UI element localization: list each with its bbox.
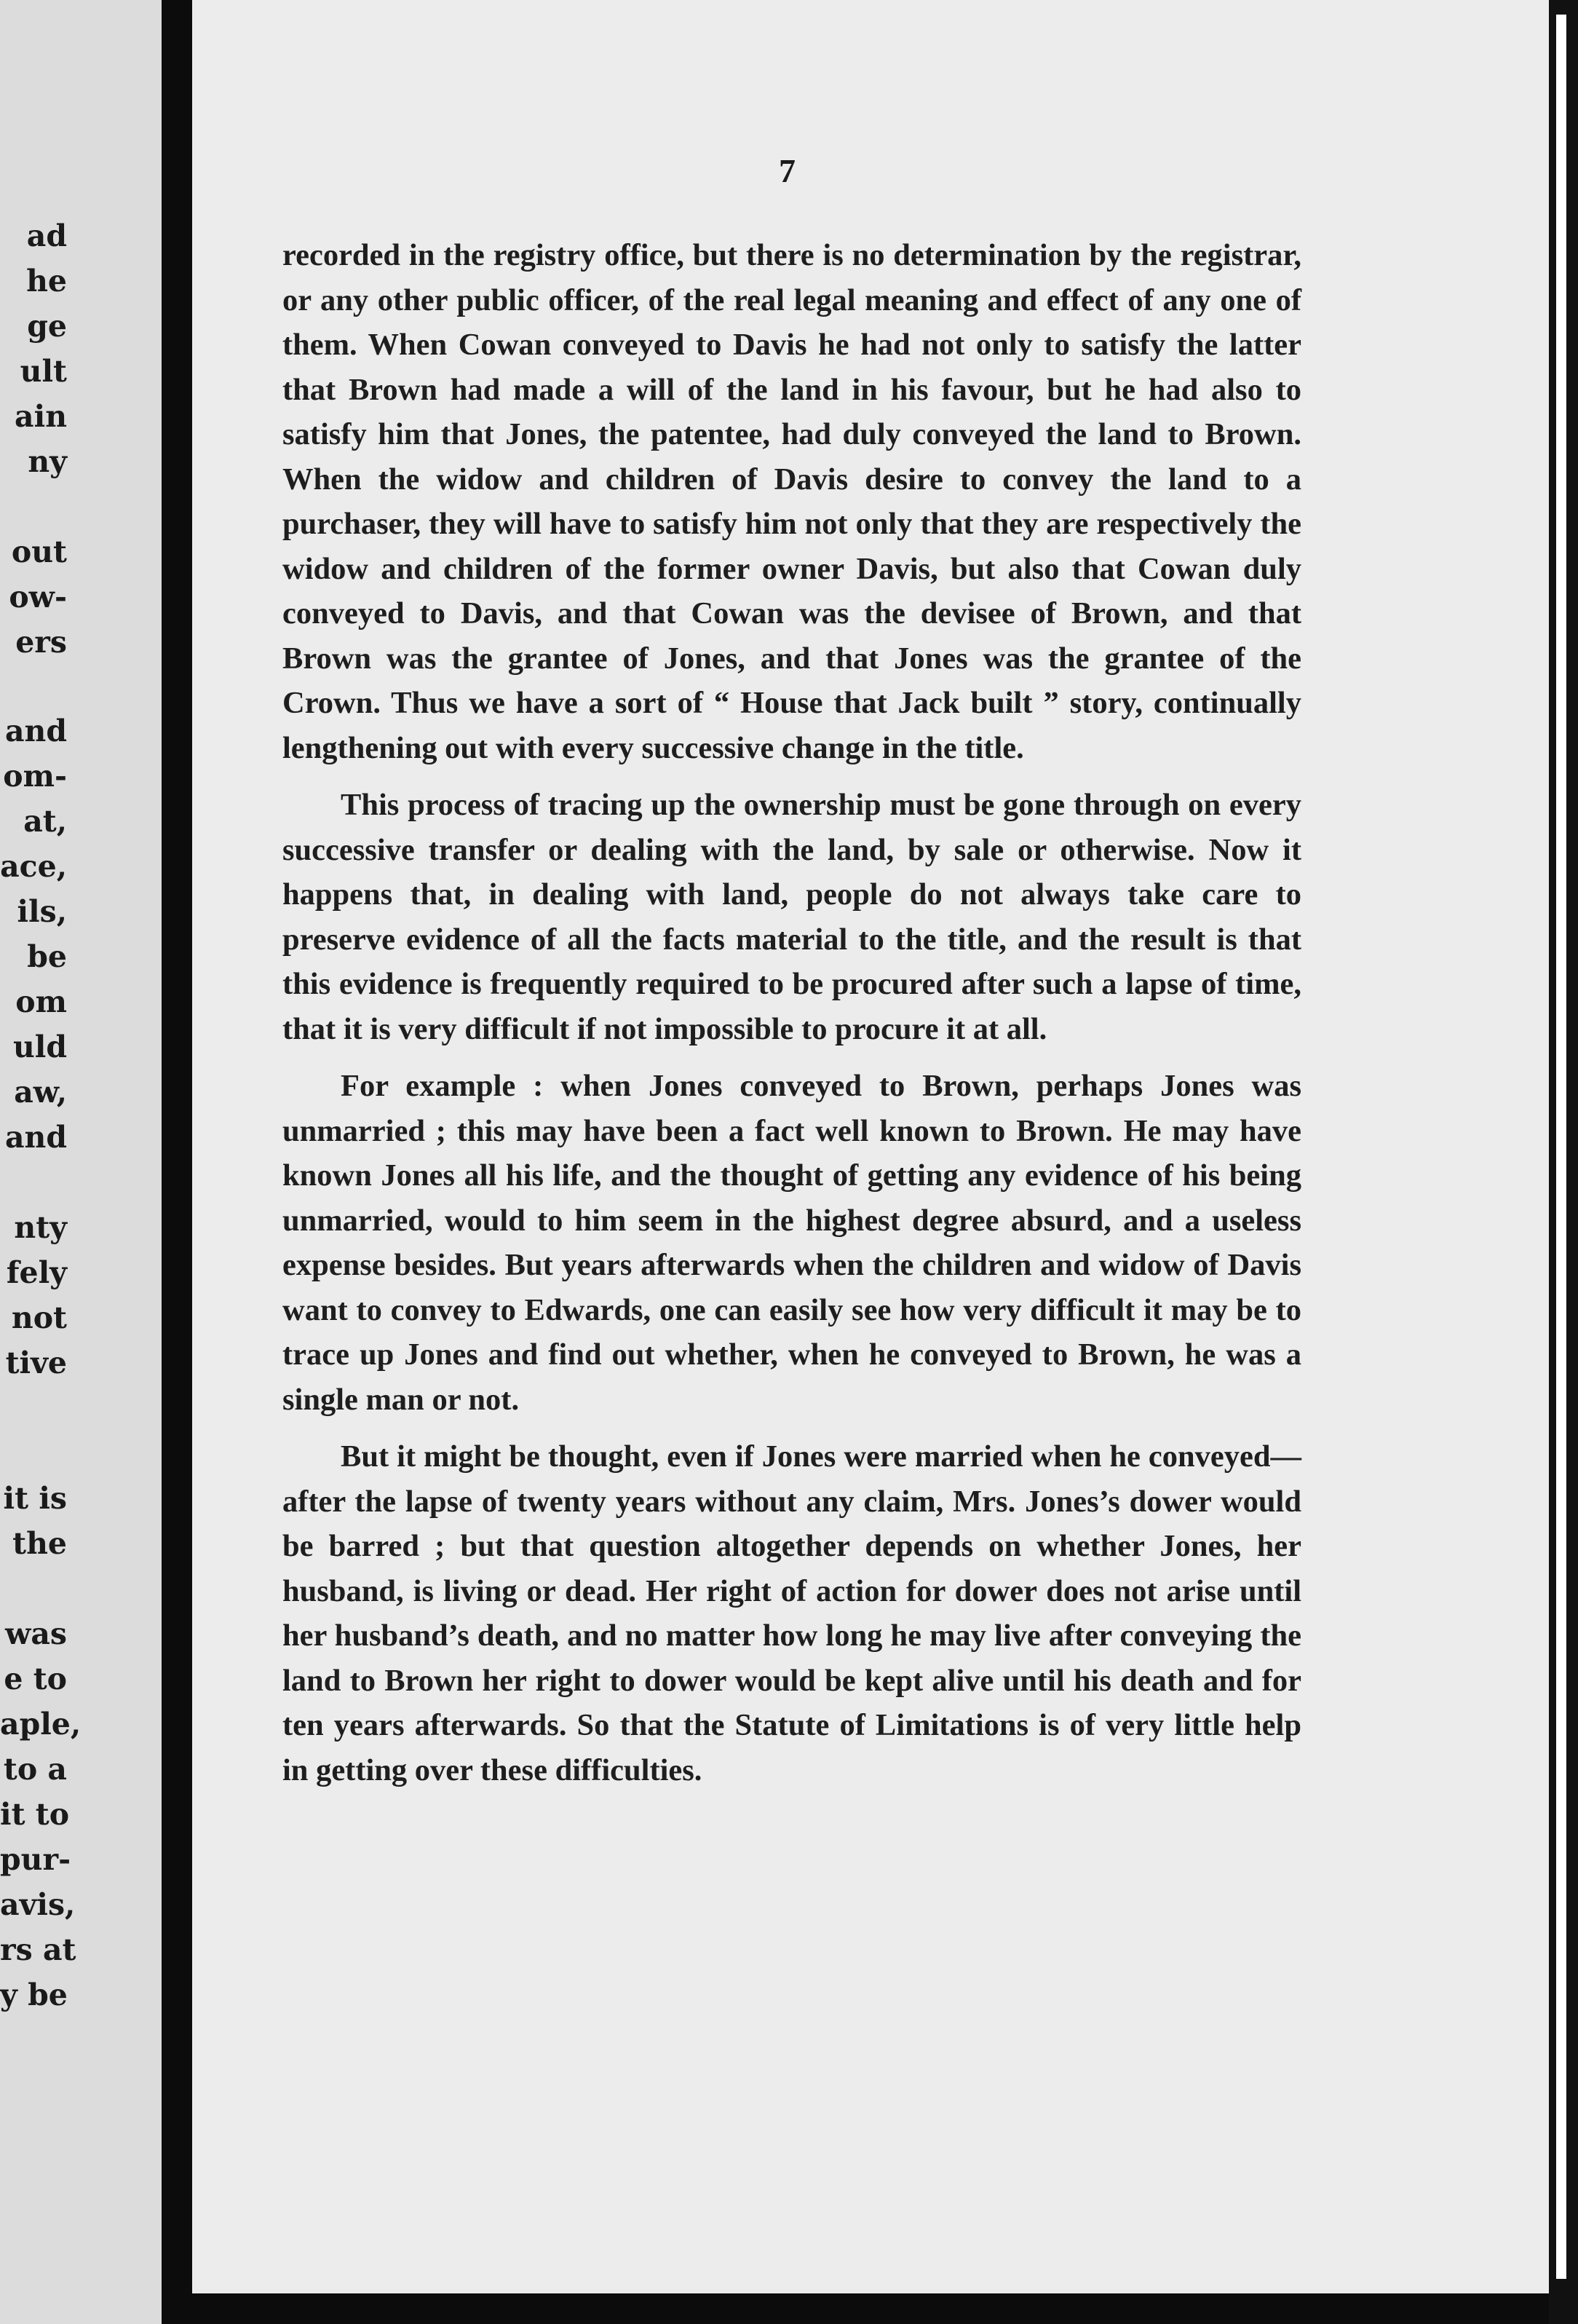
bottom-scan-border [162, 2293, 1578, 2324]
left-page-fragment: he [26, 264, 67, 299]
page-number: 7 [779, 152, 796, 189]
left-page-fragment: and [4, 1120, 67, 1155]
left-page-fragment: uld [12, 1029, 67, 1064]
paragraph: For example : when Jones conveyed to Brown, perhaps Jones was unmarried ; this may have been a fact well known to Brown. He may have known Jones all his life, and the thought of getting any evidence of his being unmarried, would to him seem in the highest degree absurd, and a useless expense besides. But years afterwards when the children and widow of Davis want to convey to Edwards, one can easily see how very difficult it may be to trace up Jones and find out whether, when he conveyed to Brown, he was a single man or not. [282, 1069, 1301, 1417]
left-page-fragment: e to [4, 1661, 67, 1696]
left-page-fragment: aple, [0, 1707, 82, 1742]
left-page-fragment: be [27, 939, 67, 974]
left-page-fragment: y be [0, 1977, 68, 2012]
left-page-fragment: aw, [14, 1075, 67, 1110]
left-page-fragment: at, [23, 804, 67, 839]
left-page-fragment: tive [5, 1345, 67, 1380]
paragraph: But it might be thought, even if Jones were married when he conveyed—after the lapse of twenty years without any claim, Mrs. Jones’s dower would be barred ; but that question altogether depends on whether Jones, her husband, is living or dead. Her right of action for dower does not arise until her husband’s death, and no matter how long he may live after conveying the land to Brown her right to dower would be kept alive until his death and for ten years afterwards. So that the Statute of Limitations is of very little help in getting over these difficulties. [282, 1439, 1301, 1787]
left-page-fragment: the [12, 1526, 67, 1561]
left-page-fragment: out [11, 534, 67, 569]
left-page-fragments [0, 0, 162, 2324]
body-text [282, 233, 1301, 1805]
left-page-fragment: ny [28, 444, 67, 479]
left-page-fragment: rs at [0, 1932, 76, 1967]
left-page-fragment: ils, [17, 894, 67, 929]
left-page-fragment: it to [0, 1797, 70, 1832]
book-gutter [162, 0, 192, 2324]
left-page-fragment: om [15, 984, 67, 1019]
left-page-fragment: and [4, 714, 67, 748]
left-page-fragment: not [11, 1300, 67, 1335]
left-page-fragment: was [5, 1616, 67, 1651]
left-page-fragment: ad [26, 218, 67, 253]
left-page-fragment: ain [15, 399, 67, 434]
paragraph: This process of tracing up the ownership must be gone through on every successive transfer or dealing with the land, by sale or otherwise. Now it happens that, in dealing with land, people do not always take care to preserve evidence of all the facts material to the title, and the result is that this evidence is frequently required to be procured after such a lapse of time, that it is very difficult if not impossible to procure it at all. [282, 788, 1301, 1046]
left-page-fragment: fely [6, 1255, 67, 1290]
left-page-fragment: it is [3, 1481, 67, 1516]
left-page-fragment: om- [3, 759, 67, 794]
left-page-fragment: avis, [0, 1887, 76, 1922]
left-page-fragment: ers [15, 625, 67, 660]
left-page-fragment: ge [27, 309, 67, 344]
left-page-fragment: to a [3, 1752, 67, 1787]
left-page-fragment: pur- [0, 1842, 71, 1877]
left-page-fragment: ow- [9, 580, 67, 614]
paragraph: recorded in the registry office, but there is no determination by the registrar, or any other public officer, of the real legal meaning and effect of any one of them. When Cowan conveyed to Davis he had not only to satisfy the latter that Brown had made a will of the land in his favour, but he had also to satisfy him that Jones, the patentee, had duly conveyed the land to Brown. When the widow and children of Davis desire to convey the land to a purchaser, they will have to satisfy him not only that they are respectively the widow and children of the former owner Davis, but also that Cowan duly conveyed to Davis, and that Cowan was the devisee of Brown, and that Brown was the grantee of Jones, and that Jones was the grantee of the Crown. Thus we have a sort of “ House that Jack built ” story, continually lengthening out with every successive change in the title. [282, 238, 1301, 765]
left-page-fragment: nty [14, 1210, 67, 1245]
left-page-fragment: ult [20, 354, 67, 389]
right-page-edge [1556, 15, 1566, 2279]
left-page-fragment: ace, [0, 849, 67, 884]
